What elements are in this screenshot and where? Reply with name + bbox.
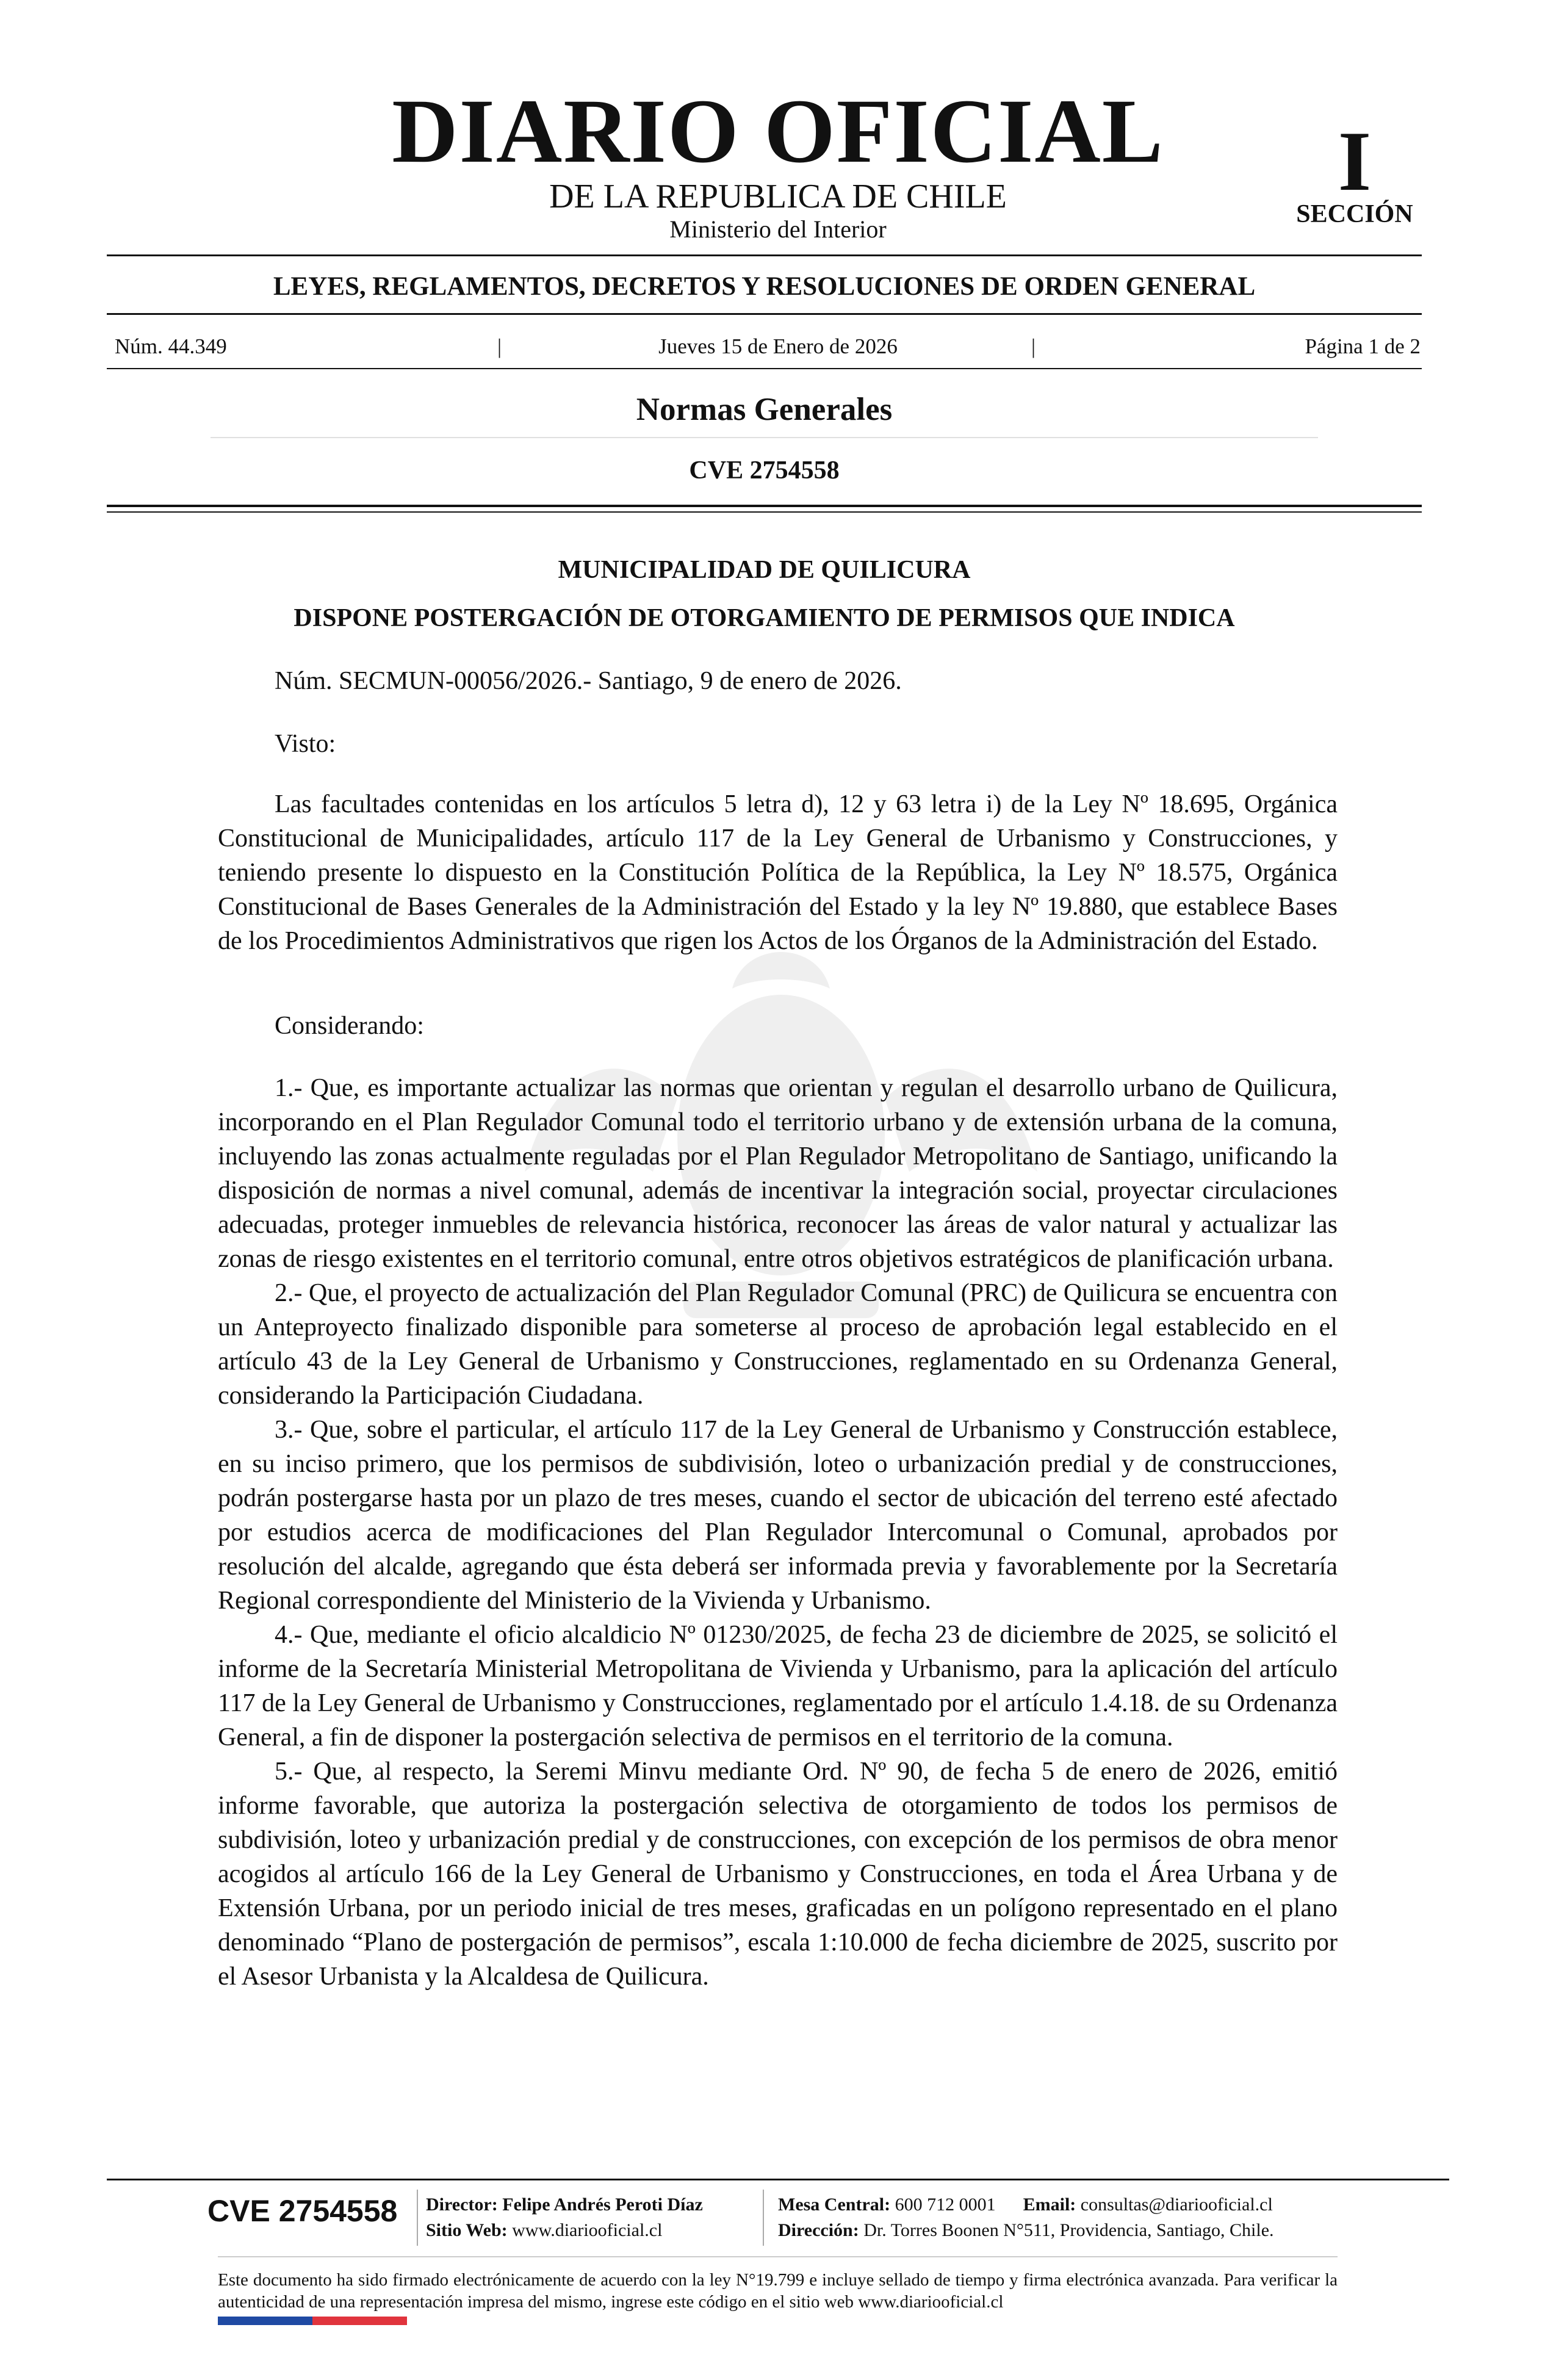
section-label: SECCIÓN: [1296, 200, 1413, 228]
considerando-label: Considerando:: [275, 1012, 424, 1040]
footer-director: [426, 2196, 703, 2214]
divider: [107, 254, 1422, 256]
divider: [211, 437, 1318, 438]
visto-body: [218, 787, 1338, 958]
visto-label: Visto:: [275, 730, 336, 758]
issue-separator: |: [497, 334, 502, 358]
visto-paragraph: Las facultades contenidas en los artículos 5 letra d), 12 y 63 letra i) de la Ley Nº 18.695, Orgánica Constitucional de Municipalidades, artículo 117 de la Ley General de Urbanismo y Construcciones, y teniendo presente lo dispuesto en la Constitución Política de la República, la Ley Nº 18.575, Orgánica Constitucional de Bases Generales de la Administración del Estado y la ley Nº 19.880, que establece Bases de los Procedimientos Administrativos que rigen los Actos de los Órganos de la Administración del Estado.: [218, 790, 1338, 955]
banner-title: LEYES, REGLAMENTOS, DECRETOS Y RESOLUCIONES DE ORDEN GENERAL: [273, 272, 1256, 301]
site-label: Sitio Web:: [426, 2220, 508, 2240]
masthead-title: DIARIO OFICIAL: [392, 81, 1164, 182]
phone-label: Mesa Central:: [778, 2194, 891, 2215]
footer-note: Este documento ha sido firmado electrónicamente de acuerdo con la ley N°19.799 e incluye sellado de tiempo y firma electrónica avanzada. Para verificar la autenticidad de una representación impresa del mismo, ingrese este código en el sitio web www.diariooficial.cl: [218, 2270, 1338, 2312]
flag-stripe-blue: [218, 2317, 312, 2325]
document-reference: Núm. SECMUN-00056/2026.- Santiago, 9 de enero de 2026.: [275, 667, 902, 695]
divider: [107, 511, 1422, 513]
email-label: Email:: [1023, 2194, 1076, 2215]
cve-heading: CVE 2754558: [689, 456, 840, 485]
document-issuer: MUNICIPALIDAD DE QUILICURA: [558, 556, 971, 584]
footer-divider: [107, 2179, 1449, 2180]
divider: [107, 313, 1422, 315]
masthead-ministry: Ministerio del Interior: [669, 215, 887, 243]
flag-stripe-red: [312, 2317, 407, 2325]
director-label: Director:: [426, 2194, 498, 2215]
considerando-paragraph: 4.- Que, mediante el oficio alcaldicio Nº 01230/2025, de fecha 23 de diciembre de 2025, se solicitó el informe de la Secretaría Ministerial Metropolitana de Vivienda y Urbanismo, para la aplicación del artículo 117 de la Ley General de Urbanismo y Construcciones, reglamentado por el artículo 1.4.18. de su Ordenanza General, a fin de disponer la postergación selectiva de permisos en el territorio de la comuna.: [218, 1621, 1338, 1751]
considerando-paragraph: 5.- Que, al respecto, la Seremi Minvu mediante Ord. Nº 90, de fecha 5 de enero de 2026, emitió informe favorable, que autoriza la postergación selectiva de otorgamiento de todos los permisos de subdivisión, loteo y urbanización predial y de construcciones, con excepción de los permisos de obra menor acogidos al artículo 166 de la Ley General de Urbanismo y Construcciones, en toda el Área Urbana y de Extensión Urbana, por un periodo inicial de tres meses, graficadas en un polígono representado en el plano denominado “Plano de postergación de permisos”, escala 1:10.000 de fecha diciembre de 2025, suscrito por el Asesor Urbanista y la Alcaldesa de Quilicura.: [218, 1758, 1338, 1991]
issue-separator: |: [1031, 334, 1036, 358]
divider: [107, 368, 1422, 369]
divider: [107, 505, 1422, 507]
email-link[interactable]: consultas@diariooficial.cl: [1080, 2194, 1273, 2215]
director-name: Felipe Andrés Peroti Díaz: [502, 2194, 703, 2215]
footer-cve: CVE 2754558: [207, 2194, 398, 2228]
considerando-paragraph: 1.- Que, es importante actualizar las normas que orientan y regulan el desarrollo urbano de Quilicura, incorporando en el Plan Regulador Comunal todo el territorio urbano y de extensión urbana de la comuna, incluyendo las zonas actualmente reguladas por el Plan Regulador Metropolitano de Santiago, unificando la disposición de normas a nivel comunal, además de incentivar la integración social, proyectar circulaciones adecuadas, proteger inmuebles de relevancia histórica, reconocer las áreas de valor natural y actualizar las zonas de riesgo existentes en el territorio comunal, entre otros objetivos estratégicos de planificación urbana.: [218, 1074, 1338, 1273]
footer-site: [426, 2221, 662, 2240]
section-number: I: [1338, 114, 1372, 209]
considerando-paragraph: 2.- Que, el proyecto de actualización del Plan Regulador Comunal (PRC) de Quilicura se encuentra con un Anteproyecto finalizado disponible para someterse al proceso de aprobación legal establecido en el artículo 43 de la Ley General de Urbanismo y Construcciones, reglamentado en su Ordenanza General, considerando la Participación Ciudadana.: [218, 1279, 1338, 1410]
issue-date: Jueves 15 de Enero de 2026: [658, 334, 898, 358]
footer-contact: [778, 2196, 1273, 2214]
considerandos-body: [218, 1071, 1338, 1994]
issue-page: Página 1 de 2: [1305, 334, 1421, 358]
phone-value: 600 712 0001: [895, 2194, 996, 2215]
issue-number: Núm. 44.349: [115, 334, 227, 358]
site-link[interactable]: www.diariooficial.cl: [512, 2220, 663, 2240]
footer-address: [778, 2221, 1274, 2240]
document-title: DISPONE POSTERGACIÓN DE OTORGAMIENTO DE PERMISOS QUE INDICA: [294, 604, 1235, 632]
footer-divider: [218, 2256, 1338, 2257]
masthead-subtitle: DE LA REPUBLICA DE CHILE: [549, 178, 1007, 215]
footer-separator: [417, 2190, 418, 2246]
address-label: Dirección:: [778, 2220, 859, 2240]
footer-separator: [763, 2190, 764, 2246]
address-value: Dr. Torres Boonen N°511, Providencia, Santiago, Chile.: [863, 2220, 1274, 2240]
section-heading: Normas Generales: [636, 392, 893, 427]
considerando-paragraph: 3.- Que, sobre el particular, el artículo 117 de la Ley General de Urbanismo y Construcción establece, en su inciso primero, que los permisos de subdivisión, loteo o urbanización predial y de construcciones, podrán postergarse hasta por un plazo de tres meses, cuando el sector de ubicación del terreno esté afectado por estudios acerca de modificaciones del Plan Regulador Intercomunal o Comunal, aprobados por resolución del alcalde, agregando que ésta deberá ser informada previa y favorablemente por la Secretaría Regional correspondiente del Ministerio de la Vivienda y Urbanismo.: [218, 1416, 1338, 1615]
